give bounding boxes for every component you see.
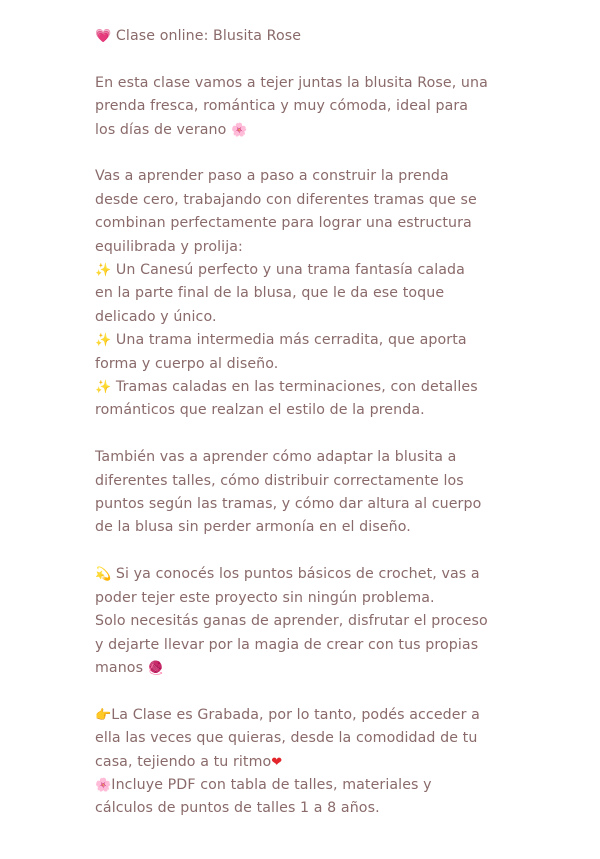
course-title: Clase online: Blusita Rose xyxy=(115,28,302,44)
sparkles-icon: ✨ xyxy=(95,380,112,396)
learn-line: equilibrada y prolija: xyxy=(95,238,243,255)
info-text: La Clase es Grabada, por lo tanto, podés acceder a xyxy=(111,706,480,723)
spacer xyxy=(95,680,490,703)
course-description xyxy=(95,25,490,821)
level-line xyxy=(95,657,490,680)
intro-line xyxy=(95,119,490,142)
bullet-text: Una trama intermedia más cerradita, que aporta xyxy=(111,332,467,349)
level-line: poder tejer este proyecto sin ningún problema. xyxy=(95,589,435,606)
learn-line: combinan perfectamente para lograr una estructura xyxy=(95,215,472,232)
info-line xyxy=(95,774,490,797)
learn-line: desde cero, trabajando con diferentes tramas que se xyxy=(95,191,477,208)
level-line xyxy=(95,563,490,586)
yarn-ball-icon: 🧶 xyxy=(147,660,164,676)
title-line xyxy=(95,25,490,48)
bullet-line: delicado y único. xyxy=(95,308,217,325)
spacer xyxy=(95,142,490,165)
info-line: ella las veces que quieras, desde la comodidad de tu xyxy=(95,730,478,747)
bullet-text: Un Canesú perfecto y una trama fantasía calada xyxy=(111,262,465,279)
info-line: cálculos de puntos de talles 1 a 8 años. xyxy=(95,800,380,817)
spacer xyxy=(95,423,490,446)
sparkles-icon: ✨ xyxy=(95,333,112,349)
red-heart-icon: ❤ xyxy=(271,754,283,770)
cherry-blossom-icon: 🌸 xyxy=(231,122,248,138)
info-text: casa, tejiendo a tu ritmo xyxy=(95,753,272,770)
bullet-line: románticos que realzan el estilo de la prenda. xyxy=(95,402,425,419)
bullet-line: en la parte final de la blusa, que le da ese toque xyxy=(95,285,445,302)
info-line xyxy=(95,751,490,774)
adapt-line: de la blusa sin perder armonía en el diseño. xyxy=(95,519,411,536)
bullet-line xyxy=(95,259,490,282)
learn-line: Vas a aprender paso a paso a construir la prenda xyxy=(95,168,449,185)
pointing-hand-icon: 👉 xyxy=(95,707,112,723)
intro-line: prenda fresca, romántica y muy cómoda, ideal para xyxy=(95,98,469,115)
bullet-text: Tramas caladas en las terminaciones, con detalles xyxy=(111,379,478,396)
intro-text: los días de verano xyxy=(95,121,227,138)
cherry-blossom-icon: 🌸 xyxy=(95,777,112,793)
info-text: Incluye PDF con tabla de talles, materiales y xyxy=(111,776,432,793)
intro-line: En esta clase vamos a tejer juntas la blusita Rose, una xyxy=(95,74,488,91)
bullet-line xyxy=(95,376,490,399)
sparkles-icon: ✨ xyxy=(95,263,112,279)
adapt-line: puntos según las tramas, y cómo dar altura al cuerpo xyxy=(95,496,482,513)
level-line: y dejarte llevar por la magia de crear con tus propias xyxy=(95,636,479,653)
spacer xyxy=(95,540,490,563)
bullet-line xyxy=(95,329,490,352)
adapt-line: También vas a aprender cómo adaptar la blusita a xyxy=(95,449,457,466)
level-text: Si ya conocés los puntos básicos de crochet, vas a xyxy=(111,566,480,583)
bullet-line: forma y cuerpo al diseño. xyxy=(95,355,279,372)
level-text: manos xyxy=(95,659,144,676)
info-line xyxy=(95,704,490,727)
adapt-line: diferentes talles, cómo distribuir correctamente los xyxy=(95,472,464,489)
spacer xyxy=(95,48,490,71)
level-line: Solo necesitás ganas de aprender, disfrutar el proceso xyxy=(95,613,488,630)
pink-heart-icon: 💗 xyxy=(95,29,112,44)
dizzy-star-icon: 💫 xyxy=(95,567,112,583)
